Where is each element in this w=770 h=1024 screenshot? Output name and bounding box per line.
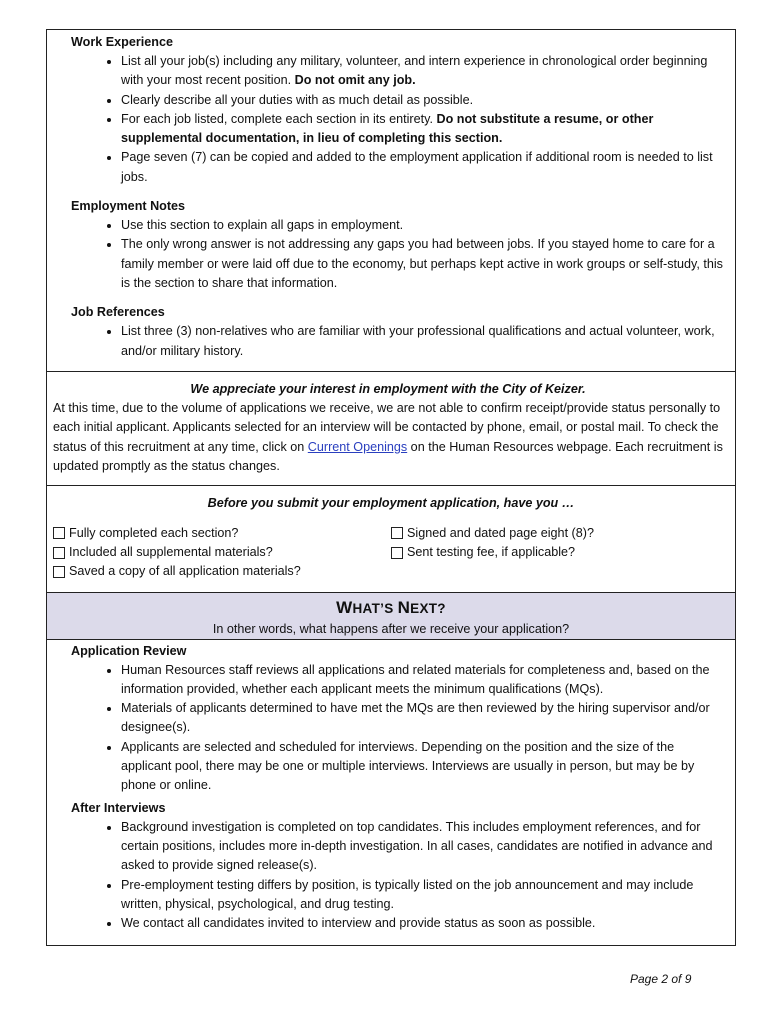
list-item: • Materials of applicants determined to have met the MQs are then reviewed by the hiring supervisor and/or designee(s). [121, 699, 727, 738]
checklist-right-column [391, 524, 729, 582]
checklist-item[interactable]: Fully completed each section? [53, 524, 391, 543]
work-experience-list [71, 52, 727, 187]
whats-next-subtitle: In other words, what happens after we receive your application? [212, 621, 570, 636]
process-section [47, 640, 735, 946]
checkbox[interactable] [391, 527, 403, 539]
checklist-left-column [53, 524, 391, 582]
list-item: • List all your job(s) including any military, volunteer, and intern experience in chronological order beginning with your most recent position. Do not omit any job. [121, 52, 727, 91]
job-references-heading: Job References [71, 305, 165, 320]
checklist-section [47, 486, 735, 592]
checkbox[interactable] [53, 547, 65, 559]
application-review-list [71, 661, 727, 796]
checklist-item[interactable]: Saved a copy of all application materials? [53, 562, 391, 581]
checkbox[interactable] [391, 547, 403, 559]
instructions-section [47, 30, 735, 372]
list-item: • Human Resources staff reviews all applications and related materials for completeness and, based on the information provided, whether each applicant meets the minimum qualifications (MQs). [121, 661, 727, 700]
checklist-item[interactable]: Sent testing fee, if applicable? [391, 543, 729, 562]
after-interviews-heading: After Interviews [71, 800, 166, 815]
appreciation-text: At this time, due to the volume of applications we receive, we are not able to confirm receipt/provide status personally to each initial applicant. Applicants selected for an interview will be contacted by phone, email, or postal mail. To check the status of this recruitment at any time, click on Current Openings on the Human Resources webpage. Each recruitment is updated promptly as the status changes. [53, 401, 723, 474]
checkbox[interactable] [53, 527, 65, 539]
appreciation-section [47, 372, 735, 486]
list-item: • Use this section to explain all gaps in employment. [121, 216, 727, 235]
job-references-list [71, 322, 727, 361]
list-item: • List three (3) non-relatives who are familiar with your professional qualifications and actual volunteer, work, and/or military history. [121, 322, 727, 361]
whats-next-header [47, 593, 735, 640]
list-item: • Page seven (7) can be copied and added to the employment application if additional room is needed to list jobs. [121, 148, 727, 187]
list-item: • The only wrong answer is not addressing any gaps you had between jobs. If you stayed home to care for a family member or were laid off due to the economy, but perhaps kept active in work groups or self-study, this is the section to share that information. [121, 235, 727, 293]
current-openings-link[interactable]: Current Openings [307, 439, 408, 454]
employment-notes-heading: Employment Notes [71, 199, 186, 214]
checklist-item[interactable]: Signed and dated page eight (8)? [391, 524, 729, 543]
checklist-title: Before you submit your employment application, have you … [207, 496, 575, 511]
application-review-heading: Application Review [71, 643, 187, 658]
whats-next-title: WHAT’S NEXT? [336, 597, 446, 617]
list-item: • Applicants are selected and scheduled for interviews. Depending on the position and the size of the applicant pool, there may be one or multiple interviews. Interviews are usually in person, but may be by phone or online. [121, 738, 727, 796]
list-item: • For each job listed, complete each section in its entirety. Do not substitute a resume, or other supplemental documentation, in lieu of completing this section. [121, 110, 727, 149]
work-experience-heading: Work Experience [71, 35, 173, 49]
after-interviews-list [71, 818, 727, 934]
appreciation-title: We appreciate your interest in employment with the City of Keizer. [190, 381, 586, 396]
checkbox[interactable] [53, 566, 65, 578]
list-item: • Background investigation is completed on top candidates. This includes employment references, and for certain positions, includes more in-depth investigation. In all cases, candidates are notified in advance and asked to provide signed release(s). [121, 818, 727, 876]
instructions-frame [46, 29, 736, 946]
list-item: • Clearly describe all your duties with as much detail as possible. [121, 91, 727, 110]
page-number: Page 2 of 9 [630, 972, 692, 986]
list-item: • Pre-employment testing differs by position, is typically listed on the job announcement and may include written, physical, psychological, and drug testing. [121, 876, 727, 915]
list-item: • We contact all candidates invited to interview and provide status as soon as possible. [121, 914, 727, 933]
checklist-item[interactable]: Included all supplemental materials? [53, 543, 391, 562]
employment-notes-list [71, 216, 727, 293]
